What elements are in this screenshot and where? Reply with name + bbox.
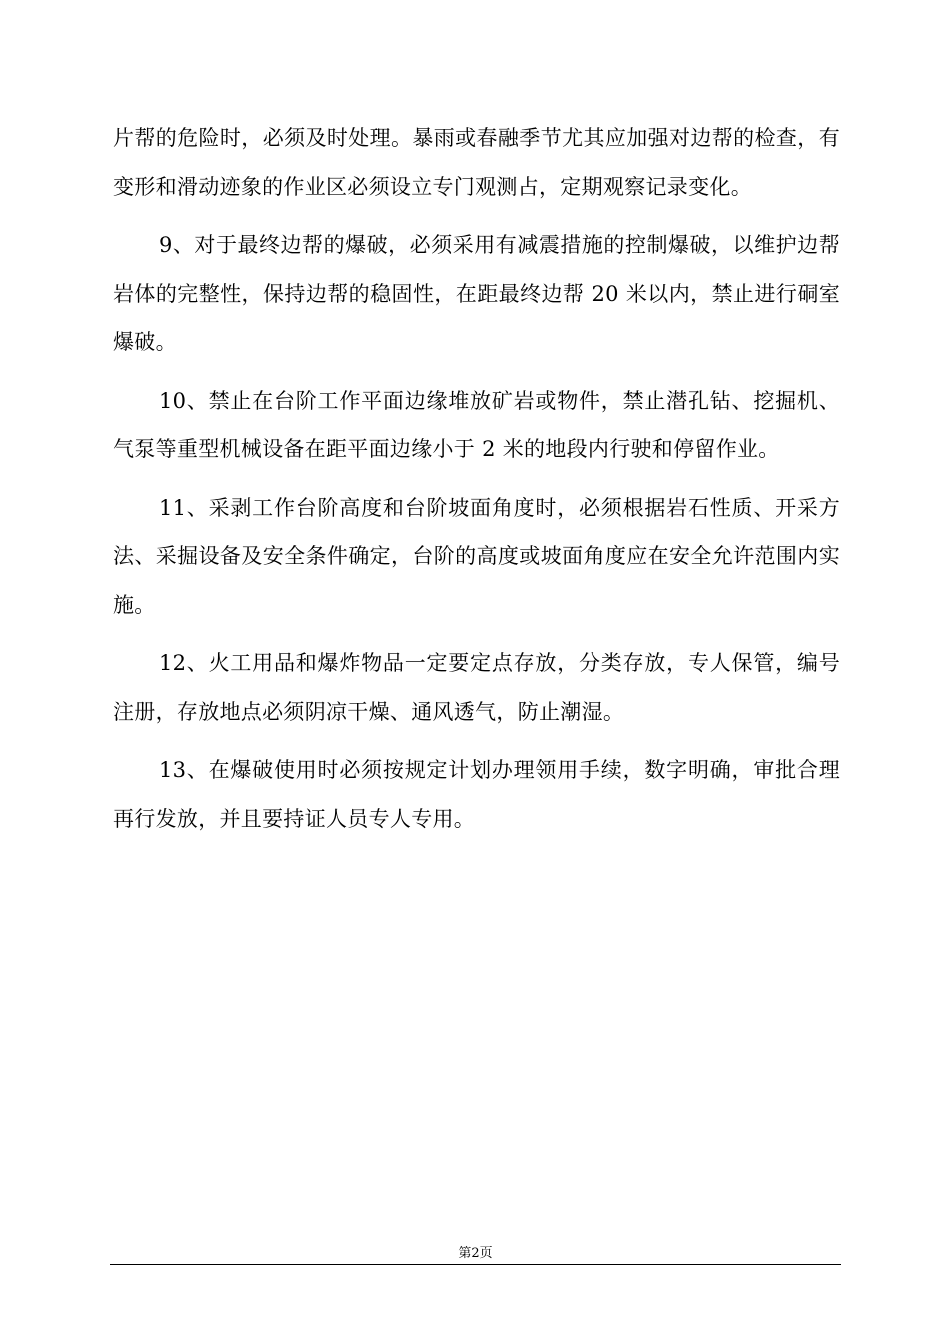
paragraph-item-11: 11、采剥工作台阶高度和台阶坡面角度时，必须根据岩石性质、开采方法、采掘设备及安全条件确定，台阶的高度或坡面角度应在安全允许范围内实施。 <box>113 495 840 617</box>
document-body <box>113 114 840 853</box>
paragraph-item-13: 13、在爆破使用时必须按规定计划办理领用手续，数字明确，审批合理再行发放，并且要持证人员专人专用。 <box>113 758 840 831</box>
paragraph-item-9: 9、对于最终边帮的爆破，必须采用有减震措施的控制爆破，以维护边帮岩体的完整性，保持边帮的稳固性，在距最终边帮 20 米以内，禁止进行硐室爆破。 <box>113 233 840 354</box>
footer-divider <box>110 1264 841 1265</box>
page-number: 第2页 <box>458 1246 493 1261</box>
paragraph-continuation: 片帮的危险时，必须及时处理。暴雨或春融季节尤其应加强对边帮的检查，有变形和滑动迹象的作业区必须设立专门观测占，定期观察记录变化。 <box>113 126 840 199</box>
paragraph-item-12: 12、火工用品和爆炸物品一定要定点存放，分类存放，专人保管，编号注册，存放地点必须阴凉干燥、通风透气，防止潮湿。 <box>113 651 840 724</box>
paragraph-item-10: 10、禁止在台阶工作平面边缘堆放矿岩或物件，禁止潜孔钻、挖掘机、气泵等重型机械设备在距平面边缘小于 2 米的地段内行驶和停留作业。 <box>113 388 840 461</box>
